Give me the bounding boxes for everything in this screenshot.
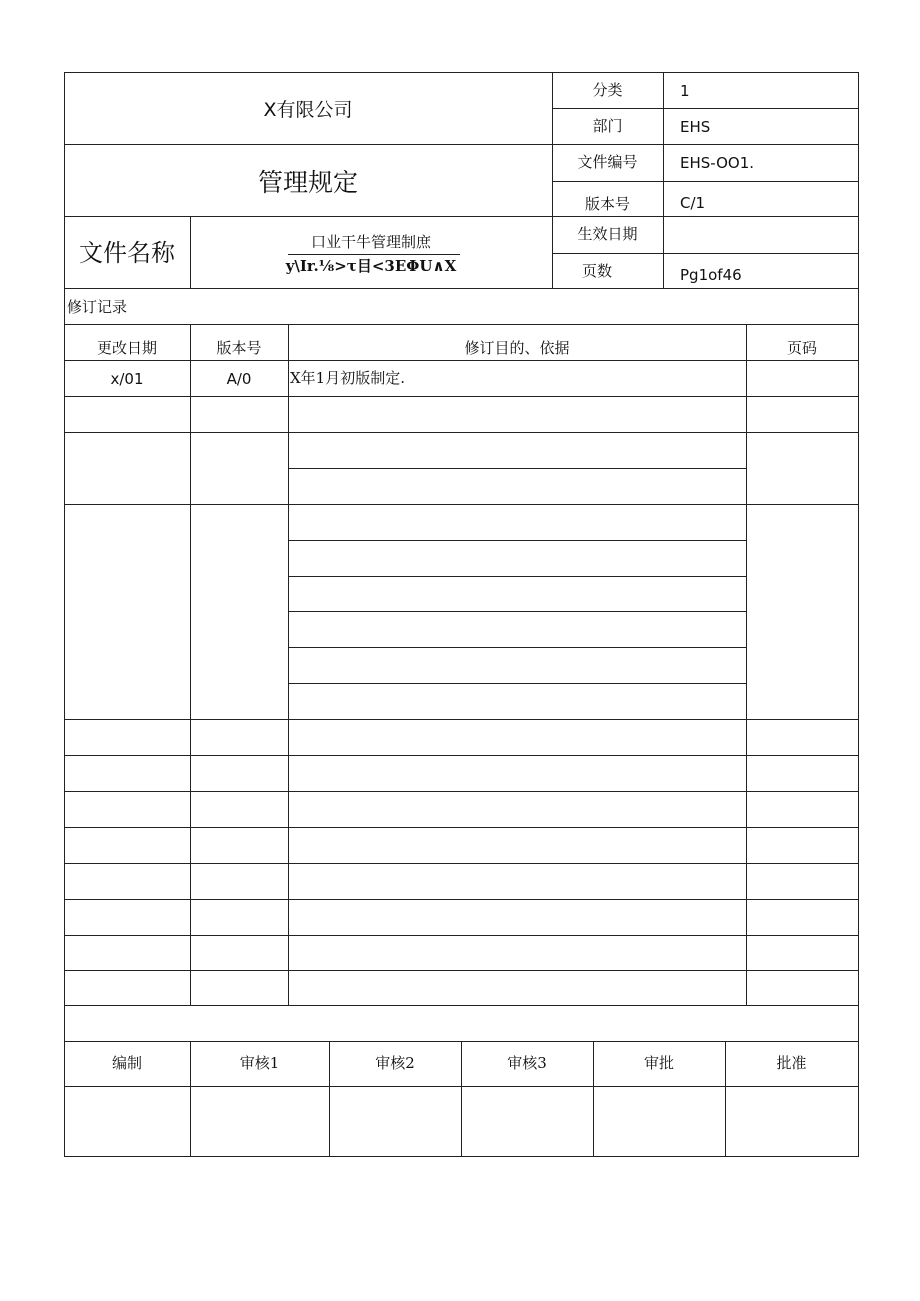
revision-row1-purpose: X年1月初版制定. — [290, 369, 405, 387]
approval-review-1: 审核1 — [239, 1054, 280, 1072]
field-label-category: 分类 — [592, 81, 623, 99]
file-name-line1: 口业干牛管理制庶 — [310, 233, 431, 251]
revision-col-date: 更改日期 — [96, 339, 157, 357]
field-label-doc-number: 文件编号 — [577, 153, 638, 171]
revision-col-version: 版本号 — [216, 339, 262, 357]
approval-approve: 批准 — [776, 1054, 807, 1072]
field-label-version: 版本号 — [584, 195, 630, 213]
document-type-title: 管理规定 — [257, 168, 358, 197]
field-label-page-count: 页数 — [581, 262, 612, 280]
approval-prepared: 编制 — [111, 1054, 142, 1072]
revision-col-purpose: 修订目的、依据 — [464, 339, 570, 357]
approval-examine: 审批 — [643, 1054, 674, 1072]
field-label-department: 部门 — [592, 117, 623, 135]
revision-section-title: 修订记录 — [67, 298, 128, 316]
approval-review-3: 审核3 — [507, 1054, 547, 1072]
field-value-version: C/1 — [680, 194, 706, 212]
approval-review-2: 审核2 — [375, 1054, 415, 1072]
revision-col-page: 页码 — [786, 339, 817, 357]
field-label-effective-date: 生效日期 — [577, 225, 638, 243]
field-value-category: 1 — [680, 82, 690, 100]
file-name-line2: y\Ir.⅛>τ目<3EΦU∧X — [285, 257, 457, 275]
company-name: X有限公司 — [263, 99, 353, 121]
file-name-label: 文件名称 — [79, 239, 175, 267]
field-value-doc-number: EHS-OO1. — [680, 154, 755, 172]
revision-row1-date: x/01 — [110, 370, 144, 388]
revision-row1-version: A/0 — [226, 370, 252, 388]
field-value-department: EHS — [680, 118, 711, 136]
field-value-page-count: Pg1of46 — [680, 266, 742, 284]
